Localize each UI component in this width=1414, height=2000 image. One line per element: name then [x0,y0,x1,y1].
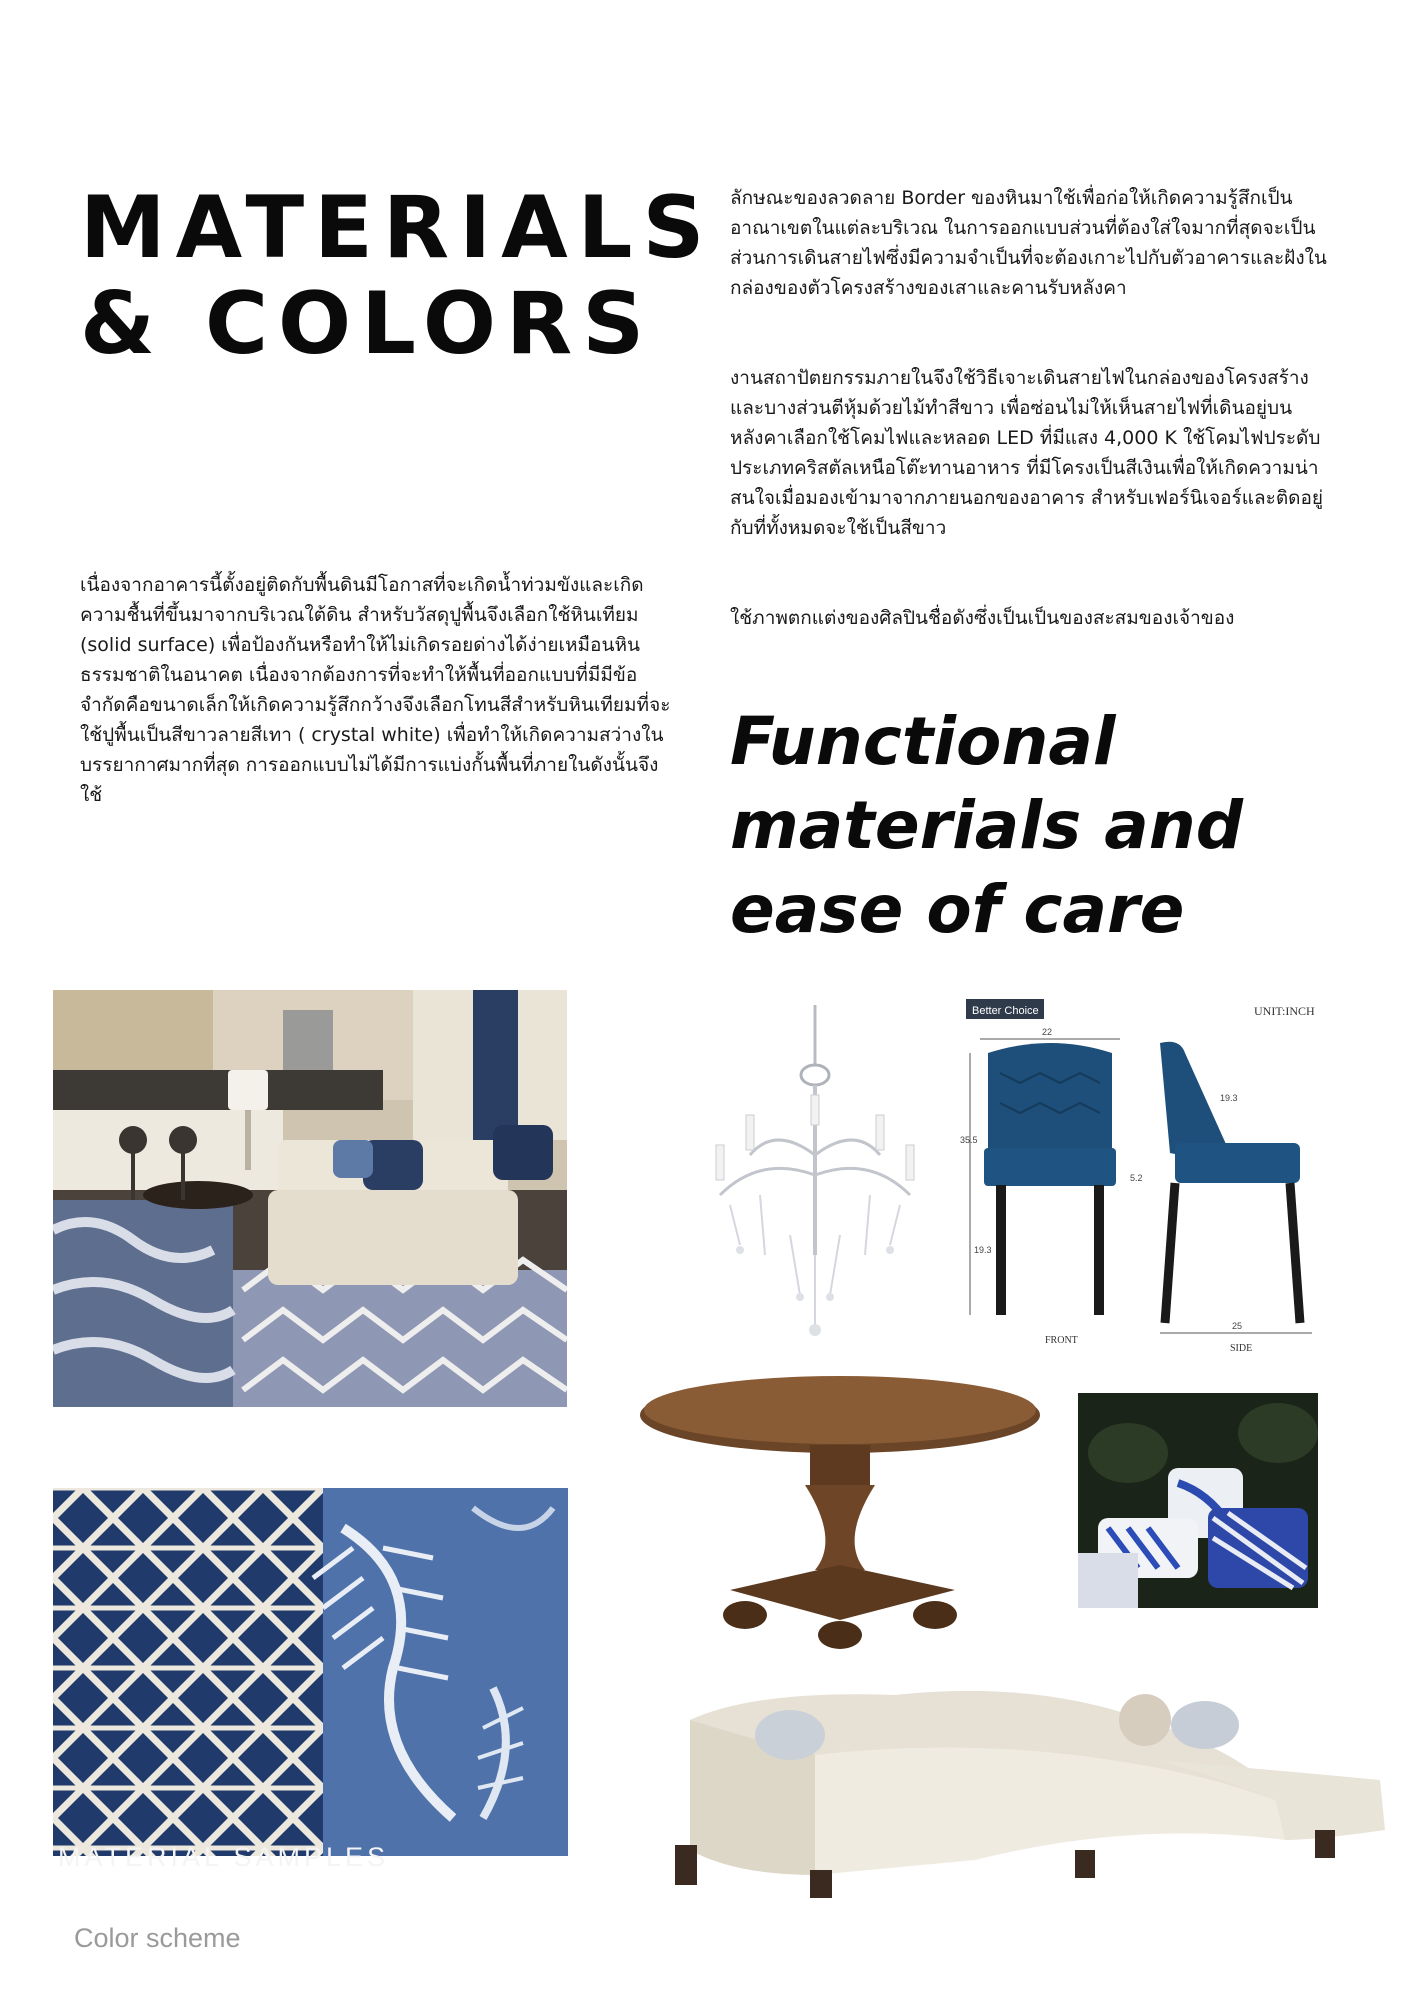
living-room-photo [53,990,567,1407]
body-paragraph-border: ลักษณะของลวดลาย Border ของหินมาใช้เพื่อก่อให้เกิดความรู้สึกเป็นอาณาเขตในแต่ละบริเวณ ในการออกแบบส่วนที่ต้องใส่ใจมากที่สุดจะเป็นส่วนการเดินสายไฟซึ่งมีความจำเป็นที่จะต้องเกาะไปกับตัวอาคารและฝังในกล่องของตัวโครงสร้างของเสาและคานรับหลังคา [730,187,1327,299]
dim-back: 19.3 [1220,1093,1238,1103]
title-line-2: & COLORS [80,274,655,374]
body-paragraph-wiring: งานสถาปัตยกรรมภายในจึงใช้วิธีเจาะเดินสายไฟในกล่องของโครงสร้างและบางส่วนตีหุ้มด้วยไม้ทำสีขาว เพื่อซ่อนไม่ให้เห็นสายไฟที่เดินอยู่บนหลังคาเลือกใช้โคมไฟและหลอด LED ที่มีแสง 4,000 K ใช้โคมไฟประดับประเภทคริสตัลเหนือโต๊ะทานอาหาร ที่มีโครงเป็นสีเงินเพื่อให้เกิดความน่าสนใจเมื่อมองเข้ามาจากภายนอกของอาคาร สำหรับเฟอร์นิเจอร์และติดอยู่กับที่ทั้งหมดจะใช้เป็นสีขาว [730,367,1324,539]
subtitle-line-2: materials and [730,787,1243,864]
title-line-1: MATERIALS [80,178,715,278]
subtitle-line-1: Functional [730,703,1116,780]
front-label: FRONT [1045,1335,1078,1346]
dim-seat: 19.3 [974,1245,992,1255]
material-samples-photo [53,1488,568,1856]
dim-depth: 25 [1232,1321,1243,1331]
material-samples-caption: MATERIAL SAMPLES [58,1842,390,1872]
section-subtitle [730,700,1290,952]
subtitle-line-3: ease of care [730,871,1185,948]
curved-sofa-photo [675,1660,1400,1910]
dim-leg: 5.2 [1130,1173,1143,1183]
round-table-photo [635,1370,1050,1670]
pillows-photo [1078,1393,1318,1608]
chandelier-photo [680,1005,950,1350]
page-title [80,178,715,374]
color-scheme-label: Color scheme [74,1923,241,1953]
dim-height: 35.5 [960,1135,978,1145]
dim-width: 22 [1042,1027,1053,1037]
dining-chair-drawing [960,993,1342,1360]
body-paragraph-flooring: เนื่องจากอาคารนี้ตั้งอยู่ติดกับพื้นดินมีโอกาสที่จะเกิดน้ำท่วมขังและเกิดความชื้นที่ขึ้นมาจากบริเวณใต้ดิน สำหรับวัสดุปูพื้นจึงเลือกใช้หินเทียม (solid surface) เพื่อป้องกันหรือทำให้ไม่เกิดรอยด่างได้ง่ายเหมือนหินธรรมชาติในอนาคต เนื่องจากต้องการที่จะทำให้พื้นที่ออกแบบที่มีมีข้อจำกัดคือขนาดเล็กให้เกิดความรู้สึกกว้างจึงเลือกโทนสีสำหรับหินเทียมที่จะใช้ปูพื้นเป็นสีขาวลายสีเทา ( crystal white) เพื่อทำให้เกิดความสว่างในบรรยากาศมากที่สุด การออกแบบไม่ได้มีการแบ่งกั้นพื้นที่ภายในดังนั้นจึงใช้ [80,574,671,806]
side-label: SIDE [1230,1343,1253,1354]
unit-label: UNIT:INCH [1254,1004,1315,1018]
body-paragraph-art: ใช้ภาพตกแต่งของศิลปินชื่อดังซึ่งเป็นเป็นของสะสมของเจ้าของ [730,607,1235,629]
brand-badge: Better Choice [972,1005,1039,1017]
